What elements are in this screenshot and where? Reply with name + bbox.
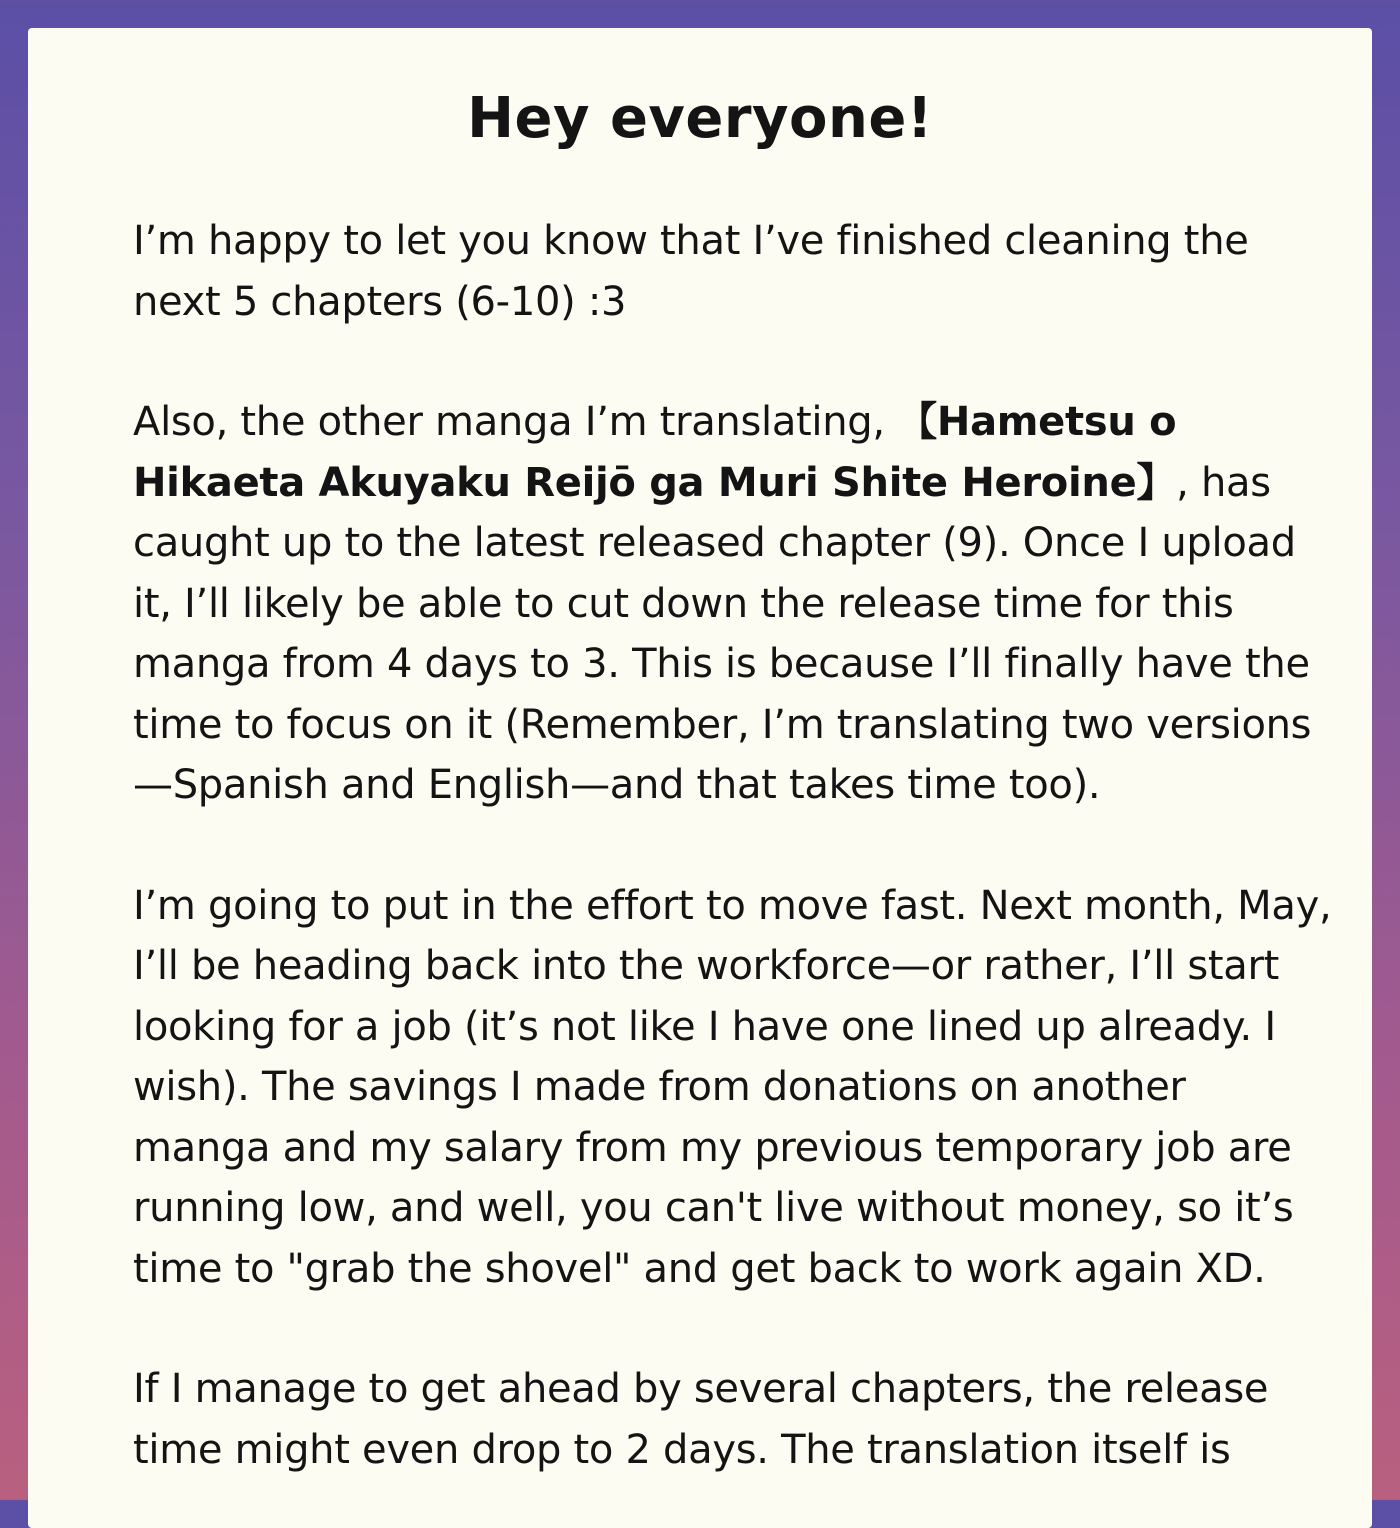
paragraph-other-manga-suffix: , has caught up to the latest released chapter (9). Once I upload it, I’ll likely be able to cut down the release time for this manga from 4 days to 3. This is because I’ll finally have the time to focus on it (Remember, I’m translating two versions—Spanish and English—and that takes time too).	[133, 459, 1312, 808]
manga-title: 【Hametsu o Hikaeta Akuyaku Reijō ga Muri Shite Heroine】	[133, 399, 1177, 506]
note-card	[28, 28, 1372, 1528]
note-title: Hey everyone!	[467, 86, 933, 151]
paragraph-release-time: If I manage to get ahead by several chapters, the release time might even drop to 2 days. The translation itself is	[133, 1366, 1269, 1473]
paragraph-other-manga	[133, 392, 1332, 816]
paragraph-job-update: I’m going to put in the effort to move fast. Next month, May, I’ll be heading back into the workforce—or rather, I’ll start looking for a job (it’s not like I have one lined up already. I wish). The savings I made from donations on another manga and my salary from my previous temporary job are running low, and well, you can't live without money, so it’s time to "grab the shovel" and get back to work again XD.	[133, 882, 1332, 1292]
paragraph-other-manga-prefix: Also, the other manga I’m translating,	[133, 399, 898, 445]
paragraph-cleaning-update: I’m happy to let you know that I’ve finished cleaning the next 5 chapters (6-10) :3	[133, 218, 1249, 325]
